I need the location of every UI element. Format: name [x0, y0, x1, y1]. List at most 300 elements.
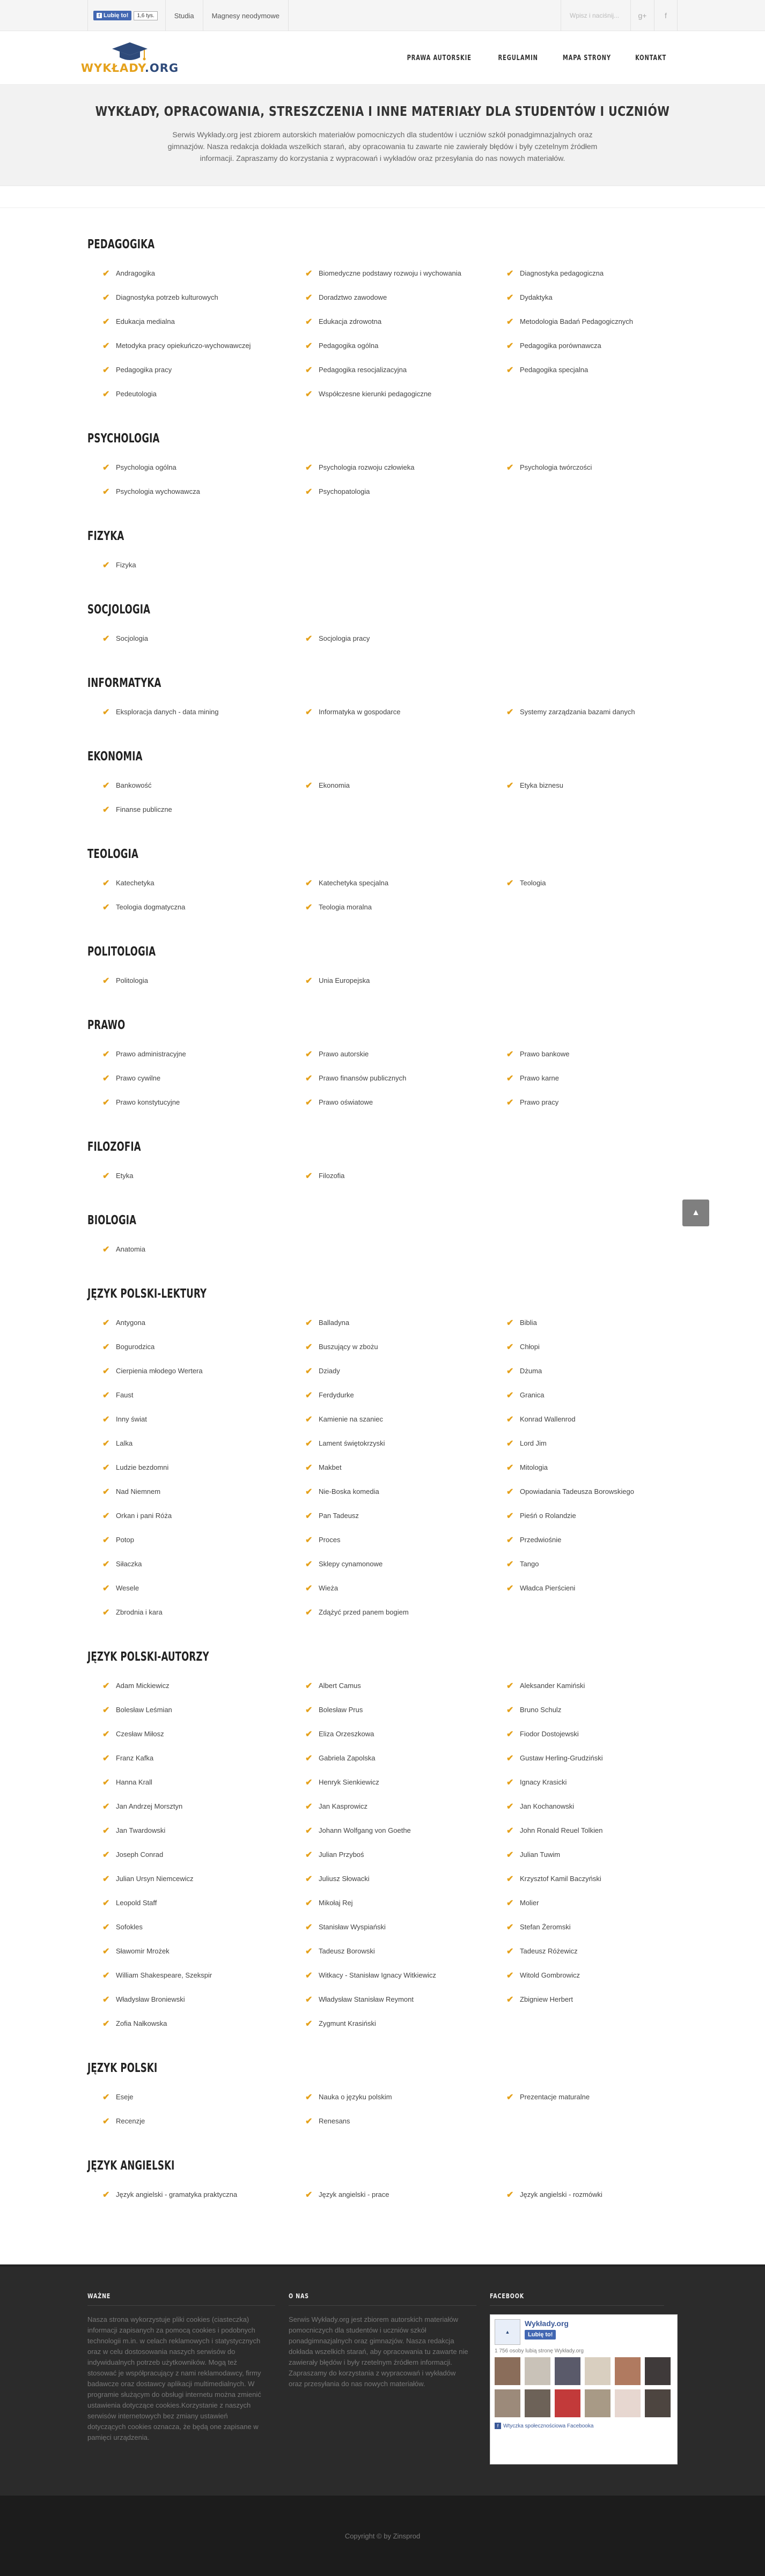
- list-item[interactable]: [290, 2085, 491, 2109]
- check-icon: ✔: [506, 1098, 514, 1107]
- check-icon: ✔: [102, 2019, 110, 2029]
- check-icon: ✔: [305, 902, 313, 912]
- list-item-label: Mitologia: [520, 1463, 548, 1471]
- list-item[interactable]: [491, 1407, 678, 1431]
- list-item-label: Psychologia ogólna: [116, 463, 176, 471]
- list-item[interactable]: [87, 1818, 290, 1842]
- list-item[interactable]: [491, 1576, 678, 1600]
- check-icon: ✔: [102, 365, 110, 375]
- list-item[interactable]: [491, 1842, 678, 1867]
- fb-like-widget[interactable]: [87, 0, 166, 31]
- avatar[interactable]: [645, 2357, 671, 2385]
- list-item[interactable]: [491, 1359, 678, 1383]
- check-icon: ✔: [305, 1415, 313, 1424]
- list-item-label: Dżuma: [520, 1367, 542, 1375]
- list-item[interactable]: [87, 1842, 290, 1867]
- list-item[interactable]: [87, 1383, 290, 1407]
- list-item[interactable]: [87, 2109, 290, 2133]
- check-icon: ✔: [506, 1922, 514, 1932]
- list-item-label: Katechetyka: [116, 879, 155, 887]
- check-icon: ✔: [506, 1802, 514, 1811]
- list-item[interactable]: [491, 309, 678, 334]
- list-item[interactable]: [87, 1066, 290, 1090]
- list-item[interactable]: [87, 1407, 290, 1431]
- list-item[interactable]: [87, 1576, 290, 1600]
- list-item[interactable]: [290, 1576, 491, 1600]
- list-item[interactable]: [290, 309, 491, 334]
- list-item[interactable]: [491, 1335, 678, 1359]
- category-title: JĘZYK ANGIELSKI: [87, 2159, 175, 2173]
- list-item[interactable]: [87, 334, 290, 358]
- list-item[interactable]: [87, 2011, 290, 2035]
- list-item[interactable]: [491, 1455, 678, 1479]
- list-item-label: Nie-Boska komedia: [319, 1487, 379, 1496]
- check-icon: ✔: [102, 1681, 110, 1691]
- list-item[interactable]: [290, 358, 491, 382]
- list-item[interactable]: [290, 773, 491, 797]
- fb-like-button[interactable]: f Lubię to!: [93, 11, 131, 20]
- check-icon: ✔: [102, 1608, 110, 1617]
- list-item[interactable]: [87, 1674, 290, 1698]
- list-item[interactable]: [491, 1698, 678, 1722]
- list-item[interactable]: [87, 968, 290, 993]
- list-item[interactable]: [87, 1335, 290, 1359]
- category-title: FIZYKA: [87, 529, 124, 543]
- list-item-label: Prawo administracyjne: [116, 1050, 186, 1058]
- list-item-label: Nad Niemnem: [116, 1487, 161, 1496]
- list-item[interactable]: [491, 285, 678, 309]
- list-item-label: Teologia: [520, 879, 546, 887]
- list-item[interactable]: [290, 1915, 491, 1939]
- list-item[interactable]: [290, 1698, 491, 1722]
- list-item[interactable]: [491, 1915, 678, 1939]
- list-item[interactable]: [491, 1939, 678, 1963]
- category-title: INFORMATYKA: [87, 676, 161, 690]
- list-item[interactable]: [491, 1431, 678, 1455]
- facebook-page-widget[interactable]: [490, 2314, 678, 2464]
- list-item[interactable]: [290, 1359, 491, 1383]
- list-item[interactable]: [87, 309, 290, 334]
- top-link-studia[interactable]: Studia: [166, 0, 203, 31]
- list-item[interactable]: [491, 1552, 678, 1576]
- avatar[interactable]: [495, 2357, 520, 2385]
- avatar[interactable]: [615, 2357, 641, 2385]
- list-item-label: Biblia: [520, 1319, 537, 1327]
- category-title: JĘZYK POLSKI-LEKTURY: [87, 1287, 207, 1301]
- check-icon: ✔: [102, 1171, 110, 1181]
- avatar[interactable]: [585, 2389, 610, 2417]
- check-icon: ✔: [102, 1487, 110, 1497]
- check-icon: ✔: [102, 1342, 110, 1352]
- list-item[interactable]: [290, 479, 491, 504]
- category-title: FILOZOFIA: [87, 1140, 141, 1154]
- category-title: BIOLOGIA: [87, 1213, 137, 1227]
- check-icon: ✔: [102, 1898, 110, 1908]
- nav-prawa-autorskie[interactable]: PRAWA AUTORSKIE: [407, 54, 472, 62]
- list-item[interactable]: [290, 1939, 491, 1963]
- list-item[interactable]: [87, 479, 290, 504]
- check-icon: ✔: [102, 341, 110, 351]
- avatar[interactable]: [495, 2389, 520, 2417]
- list-item[interactable]: [290, 1818, 491, 1842]
- list-item[interactable]: [87, 1987, 290, 2011]
- list-item-label: Socjologia pracy: [319, 634, 370, 642]
- check-icon: ✔: [102, 2116, 110, 2126]
- list-item[interactable]: [290, 626, 491, 650]
- google-plus-icon[interactable]: g+: [630, 0, 654, 31]
- check-icon: ✔: [102, 1511, 110, 1521]
- list-item[interactable]: [491, 871, 678, 895]
- list-item[interactable]: [491, 1383, 678, 1407]
- avatar[interactable]: [585, 2357, 610, 2385]
- list-item[interactable]: [290, 1504, 491, 1528]
- avatar[interactable]: [645, 2389, 671, 2417]
- category-section: [87, 529, 678, 577]
- list-item[interactable]: [290, 1455, 491, 1479]
- list-item[interactable]: [87, 1722, 290, 1746]
- list-item-label: Edukacja medialna: [116, 317, 175, 325]
- fb-faces: [495, 2357, 673, 2417]
- check-icon: ✔: [102, 560, 110, 570]
- check-icon: ✔: [506, 781, 514, 790]
- list-item[interactable]: [290, 1600, 491, 1624]
- list-item[interactable]: [290, 1552, 491, 1576]
- list-item[interactable]: [290, 1963, 491, 1987]
- category-items: [87, 1311, 678, 1624]
- check-icon: ✔: [506, 1366, 514, 1376]
- category-items: [87, 626, 678, 650]
- check-icon: ✔: [305, 1535, 313, 1545]
- list-item[interactable]: [87, 2085, 290, 2109]
- check-icon: ✔: [102, 1366, 110, 1376]
- cookie-notice: Nasza strona wykorzystuje pliki cookies (ciasteczka) informacji zapisanych za pomocą cookies i podobnych technologii m.in. w celach reklamowych i statystycznych oraz w celu dostosowania naszych serwisów do indywidualnych potrzeb użytkowników. Mogą też stosować je współpracujący z nami reklamodawcy, firmy badawcze oraz dostawcy aplikacji multimedialnych. W programie służącym do obsługi internetu można zmienić ustawienia dotyczące cookies.Korzystanie z naszych serwisów internetowych bez zmiany ustawień dotyczących cookies oznacza, że będą one zapisane w pamięci urządzenia.: [87, 2315, 261, 2441]
- list-item[interactable]: [87, 895, 290, 919]
- list-item-label: Lalka: [116, 1439, 133, 1447]
- list-item[interactable]: [87, 700, 290, 724]
- nav-regulamin[interactable]: REGULAMIN: [498, 54, 538, 62]
- list-item[interactable]: [87, 1794, 290, 1818]
- list-item[interactable]: [491, 1867, 678, 1891]
- check-icon: ✔: [506, 1995, 514, 2004]
- list-item[interactable]: [87, 358, 290, 382]
- list-item[interactable]: [87, 1891, 290, 1915]
- list-item-label: Witkacy - Stanisław Ignacy Witkiewicz: [319, 1971, 436, 1979]
- list-item[interactable]: [87, 1867, 290, 1891]
- list-item-label: Pedagogika resocjalizacyjna: [319, 366, 407, 374]
- check-icon: ✔: [506, 1946, 514, 1956]
- list-item[interactable]: [87, 1963, 290, 1987]
- list-item[interactable]: [290, 1891, 491, 1915]
- check-icon: ✔: [506, 1463, 514, 1472]
- category-title: PSYCHOLOGIA: [87, 432, 160, 446]
- list-item[interactable]: [491, 1891, 678, 1915]
- list-item[interactable]: [491, 358, 678, 382]
- check-icon: ✔: [506, 365, 514, 375]
- list-item[interactable]: [87, 285, 290, 309]
- avatar[interactable]: [555, 2389, 580, 2417]
- list-item[interactable]: [290, 1722, 491, 1746]
- list-item-label: Tadeusz Różewicz: [520, 1947, 578, 1955]
- list-item-label: Metodyka pracy opiekuńczo-wychowawczej: [116, 342, 251, 350]
- list-item[interactable]: [290, 1407, 491, 1431]
- list-item[interactable]: [290, 1770, 491, 1794]
- avatar[interactable]: [615, 2389, 641, 2417]
- check-icon: ✔: [305, 1318, 313, 1328]
- list-item[interactable]: [491, 1770, 678, 1794]
- list-item-label: Potop: [116, 1536, 134, 1544]
- check-icon: ✔: [102, 781, 110, 790]
- check-icon: ✔: [102, 389, 110, 399]
- check-icon: ✔: [102, 1778, 110, 1787]
- list-item[interactable]: [290, 261, 491, 285]
- category-section: [87, 676, 678, 724]
- fb-like-button[interactable]: Lubię to!: [525, 2330, 556, 2340]
- check-icon: ✔: [305, 1074, 313, 1083]
- list-item[interactable]: [491, 1528, 678, 1552]
- list-item[interactable]: [290, 895, 491, 919]
- list-item[interactable]: [87, 1042, 290, 1066]
- check-icon: ✔: [102, 1802, 110, 1811]
- list-item[interactable]: [290, 1987, 491, 2011]
- list-item[interactable]: [290, 1528, 491, 1552]
- list-item[interactable]: [87, 455, 290, 479]
- list-item[interactable]: [290, 968, 491, 993]
- list-item[interactable]: [87, 1939, 290, 1963]
- divider: [87, 2305, 275, 2306]
- fb-page-name[interactable]: Wykłady.org: [525, 2319, 569, 2328]
- list-item[interactable]: [87, 1698, 290, 1722]
- list-item[interactable]: [290, 382, 491, 406]
- list-item[interactable]: [491, 1746, 678, 1770]
- list-item-label: Fizyka: [116, 561, 136, 569]
- list-item-label: Cierpienia młodego Wertera: [116, 1367, 203, 1375]
- list-item-label: Czesław Miłosz: [116, 1730, 164, 1738]
- check-icon: ✔: [506, 1898, 514, 1908]
- list-item[interactable]: [491, 334, 678, 358]
- list-item-label: Pedagogika specjalna: [520, 366, 589, 374]
- check-icon: ✔: [506, 1049, 514, 1059]
- list-item[interactable]: [290, 1867, 491, 1891]
- list-item[interactable]: [290, 1431, 491, 1455]
- list-item-label: Prawo oświatowe: [319, 1098, 373, 1106]
- list-item[interactable]: [491, 1674, 678, 1698]
- list-item-label: Albert Camus: [319, 1682, 361, 1690]
- hero: [0, 85, 765, 186]
- list-item[interactable]: [87, 261, 290, 285]
- list-item-label: Diagnostyka pedagogiczna: [520, 269, 604, 277]
- list-item-label: Nauka o języku polskim: [319, 2093, 392, 2101]
- list-item[interactable]: [290, 1335, 491, 1359]
- list-item[interactable]: [87, 1164, 290, 1188]
- check-icon: ✔: [102, 1049, 110, 1059]
- list-item-label: Prawo bankowe: [520, 1050, 570, 1058]
- list-item[interactable]: [491, 1504, 678, 1528]
- list-item[interactable]: [87, 1770, 290, 1794]
- list-item[interactable]: [491, 455, 678, 479]
- list-item[interactable]: [87, 1528, 290, 1552]
- list-item[interactable]: [491, 1722, 678, 1746]
- category-section: [87, 1213, 678, 1261]
- list-item[interactable]: [290, 1383, 491, 1407]
- list-item[interactable]: [290, 334, 491, 358]
- category-items: [87, 700, 678, 724]
- list-item-label: Stefan Żeromski: [520, 1923, 571, 1931]
- check-icon: ✔: [506, 1778, 514, 1787]
- logo-text: WYKŁADY.ORG: [80, 62, 179, 75]
- list-item-label: Franz Kafka: [116, 1754, 154, 1762]
- list-item[interactable]: [87, 1479, 290, 1504]
- list-item[interactable]: [87, 871, 290, 895]
- check-icon: ✔: [305, 1511, 313, 1521]
- list-item[interactable]: [290, 1746, 491, 1770]
- list-item[interactable]: [491, 1818, 678, 1842]
- list-item[interactable]: [87, 382, 290, 406]
- fb-plugin-note: f Wtyczka społecznościowa Facebooka: [495, 2423, 673, 2429]
- check-icon: ✔: [305, 1439, 313, 1448]
- check-icon: ✔: [102, 902, 110, 912]
- check-icon: ✔: [506, 1318, 514, 1328]
- list-item[interactable]: [290, 1042, 491, 1066]
- list-item[interactable]: [290, 455, 491, 479]
- list-item[interactable]: [87, 797, 290, 821]
- list-item-label: Juliusz Słowacki: [319, 1875, 370, 1883]
- list-item-label: Julian Ursyn Niemcewicz: [116, 1875, 194, 1883]
- list-item-label: Biomedyczne podstawy rozwoju i wychowania: [319, 269, 461, 277]
- category-title: EKONOMIA: [87, 750, 143, 764]
- list-item[interactable]: [87, 1600, 290, 1624]
- check-icon: ✔: [305, 1390, 313, 1400]
- check-icon: ✔: [506, 1705, 514, 1715]
- list-item[interactable]: [290, 2182, 491, 2207]
- check-icon: ✔: [506, 2092, 514, 2102]
- list-item[interactable]: [290, 2109, 491, 2133]
- list-item[interactable]: [87, 1359, 290, 1383]
- list-item[interactable]: [491, 1963, 678, 1987]
- list-item-label: Przedwiośnie: [520, 1536, 562, 1544]
- list-item[interactable]: [87, 2182, 290, 2207]
- list-item[interactable]: [87, 626, 290, 650]
- search-input[interactable]: Wpisz i naciśnij...: [561, 0, 630, 31]
- list-item[interactable]: [491, 1090, 678, 1114]
- list-item[interactable]: [87, 1915, 290, 1939]
- top-link-magnesy[interactable]: Magnesy neodymowe: [203, 0, 289, 31]
- list-item[interactable]: [87, 1311, 290, 1335]
- list-item-label: Krzysztof Kamil Baczyński: [520, 1875, 601, 1883]
- list-item[interactable]: [290, 1066, 491, 1090]
- list-item[interactable]: [491, 1987, 678, 2011]
- check-icon: ✔: [305, 1098, 313, 1107]
- list-item[interactable]: [290, 2011, 491, 2035]
- list-item-label: Język angielski - rozmówki: [520, 2190, 602, 2199]
- list-item-label: Zbrodnia i kara: [116, 1608, 163, 1616]
- list-item[interactable]: [491, 2182, 678, 2207]
- list-item[interactable]: [87, 1746, 290, 1770]
- list-item[interactable]: [491, 261, 678, 285]
- avatar[interactable]: [525, 2389, 550, 2417]
- check-icon: ✔: [102, 293, 110, 302]
- list-item-label: Język angielski - gramatyka praktyczna: [116, 2190, 238, 2199]
- check-icon: ✔: [506, 1439, 514, 1448]
- list-item[interactable]: [491, 700, 678, 724]
- list-item[interactable]: [290, 285, 491, 309]
- list-item-label: Psychologia twórczości: [520, 463, 592, 471]
- site-logo[interactable]: [80, 41, 179, 75]
- list-item[interactable]: [491, 1042, 678, 1066]
- list-item-label: Psychologia wychowawcza: [116, 487, 200, 495]
- list-item-label: Pedeutologia: [116, 390, 157, 398]
- list-item[interactable]: [491, 1794, 678, 1818]
- check-icon: ✔: [506, 1729, 514, 1739]
- list-item[interactable]: [87, 1552, 290, 1576]
- list-item[interactable]: [290, 1842, 491, 1867]
- list-item-label: Tadeusz Borowski: [319, 1947, 375, 1955]
- list-item[interactable]: [491, 1066, 678, 1090]
- list-item[interactable]: [290, 1311, 491, 1335]
- list-item[interactable]: [290, 1164, 491, 1188]
- list-item-label: Politologia: [116, 976, 148, 984]
- check-icon: ✔: [506, 1415, 514, 1424]
- scroll-top-button[interactable]: ▲: [682, 1200, 709, 1226]
- list-item[interactable]: [491, 2085, 678, 2109]
- list-item[interactable]: [491, 1311, 678, 1335]
- avatar[interactable]: [555, 2357, 580, 2385]
- about-text: Serwis Wykłady.org jest zbiorem autorskich materiałów pomocniczych dla studentów i uczniów szkół ponadgimnazjalnych oraz gimnazjów. Nasza redakcja dokłada wszelkich starań, aby opracowania tu zawarte nie zawierały błędów i były rzetelnym źródłem informacji. Zapraszamy do korzystania z wypracowań i wykładów oraz przesyłania do nas nowych materiałów.: [289, 2315, 468, 2388]
- list-item-label: Sofokles: [116, 1923, 143, 1931]
- list-item[interactable]: [290, 700, 491, 724]
- list-item[interactable]: [87, 553, 290, 577]
- list-item-label: Edukacja zdrowotna: [319, 317, 382, 325]
- check-icon: ✔: [305, 634, 313, 643]
- check-icon: ✔: [305, 1802, 313, 1811]
- nav-kontakt[interactable]: KONTAKT: [635, 54, 666, 62]
- intro-text: Serwis Wykłady.org jest zbiorem autorskich materiałów pomocniczych dla studentów i uczniów szkół ponadgimnazjalnych oraz gimnazjów. Nasza redakcja dokłada wszelkich starań, aby opracowania tu zawarte nie zawierały błędów i były czetelnym źródłem informacji. Zapraszamy do korzystania z wypracowań i wykładów oraz przesyłania do nas nowych materiałów.: [167, 130, 598, 162]
- copyright: Copyright © by Zinsprod: [0, 2496, 765, 2576]
- list-item-label: Wesele: [116, 1584, 139, 1592]
- category-items: [87, 1237, 678, 1261]
- list-item-label: Bogurodzica: [116, 1343, 155, 1351]
- check-icon: ✔: [506, 1753, 514, 1763]
- list-item[interactable]: [87, 1504, 290, 1528]
- facebook-icon[interactable]: f: [654, 0, 678, 31]
- list-item[interactable]: [491, 773, 678, 797]
- page-title: WYKŁADY, OPRACOWANIA, STRESZCZENIA I INNE MATERIAŁY DLA STUDENTÓW I UCZNIÓW: [95, 103, 670, 119]
- list-item-label: Bolesław Leśmian: [116, 1706, 172, 1714]
- list-item[interactable]: [87, 1455, 290, 1479]
- list-item-label: Pedagogika pracy: [116, 366, 172, 374]
- list-item[interactable]: [491, 1479, 678, 1504]
- list-item[interactable]: [87, 1237, 290, 1261]
- check-icon: ✔: [506, 1826, 514, 1835]
- list-item[interactable]: [290, 1794, 491, 1818]
- list-item[interactable]: [290, 1674, 491, 1698]
- list-item[interactable]: [87, 773, 290, 797]
- list-item[interactable]: [290, 1479, 491, 1504]
- list-item-label: Lament świętokrzyski: [319, 1439, 385, 1447]
- list-item[interactable]: [87, 1090, 290, 1114]
- list-item[interactable]: [290, 1090, 491, 1114]
- list-item-label: Leopold Staff: [116, 1899, 157, 1907]
- list-item-label: Faust: [116, 1391, 134, 1399]
- nav-mapa-strony[interactable]: MAPA STRONY: [562, 54, 611, 62]
- divider: [289, 2305, 476, 2306]
- check-icon: ✔: [305, 1971, 313, 1980]
- avatar[interactable]: [525, 2357, 550, 2385]
- list-item-label: Pan Tadeusz: [319, 1512, 359, 1520]
- list-item[interactable]: [290, 871, 491, 895]
- check-icon: ✔: [305, 293, 313, 302]
- list-item[interactable]: [87, 1431, 290, 1455]
- list-item-label: Ludzie bezdomni: [116, 1463, 169, 1471]
